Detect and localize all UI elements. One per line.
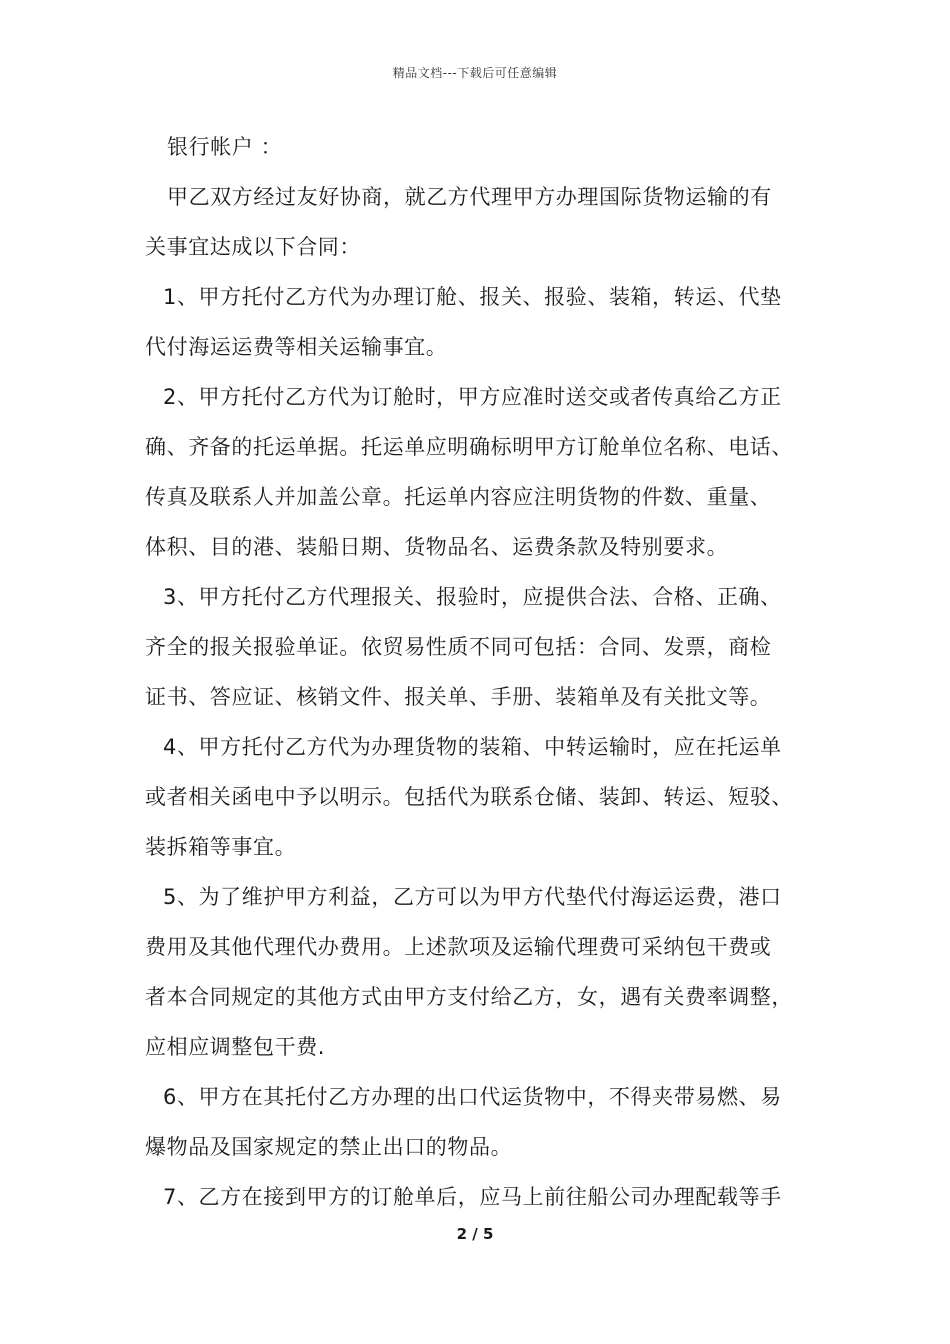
text-line: 甲乙双方经过友好协商，就乙方代理甲方办理国际货物运输的有	[167, 185, 772, 209]
clause-2-line: 体积、目的港、装船日期、货物品名、运费条款及特别要求。	[145, 535, 729, 559]
clause-4-line: 装拆箱等事宜。	[145, 835, 297, 859]
text-line-bank-account: 银行帐户 ：	[167, 135, 283, 159]
clause-5-line: 者本合同规定的其他方式由甲方支付给乙方，女，遇有关费率调整，	[145, 985, 793, 1009]
document-body	[145, 130, 825, 1230]
clause-3-line: 证书、答应证、核销文件、报关单、手册、装箱单及有关批文等。	[145, 685, 772, 709]
clause-1-line: 1、甲方托付乙方代为办理订舱、报关、报验、装箱，转运、代垫	[163, 285, 782, 309]
clause-3-line: 齐全的报关报验单证。依贸易性质不同可包括：合同、发票，商检	[145, 635, 772, 659]
clause-4-line: 4、甲方托付乙方代为办理货物的装箱、中转运输时，应在托运单	[163, 735, 782, 759]
clause-1-line: 代付海运运费等相关运输事宜。	[145, 335, 448, 359]
clause-6-line: 爆物品及国家规定的禁止出口的物品。	[145, 1135, 513, 1159]
clause-6-line: 6、甲方在其托付乙方办理的出口代运货物中，不得夹带易燃、易	[163, 1085, 782, 1109]
clause-2-line: 确、齐备的托运单据。托运单应明确标明甲方订舱单位名称、电话、	[145, 435, 793, 459]
clause-5-line: 5、为了维护甲方利益，乙方可以为甲方代垫代付海运运费，港口	[163, 885, 782, 909]
clause-4-line: 或者相关函电中予以明示。包括代为联系仓储、装卸、转运、短驳、	[145, 785, 793, 809]
clause-5-line: 应相应调整包干费.	[145, 1035, 326, 1059]
text-line: 关事宜达成以下合同：	[145, 235, 361, 259]
clause-5-line: 费用及其他代理代办费用。上述款项及运输代理费可采纳包干费或	[145, 935, 772, 959]
clause-2-line: 2、甲方托付乙方代为订舱时，甲方应准时送交或者传真给乙方正	[163, 385, 782, 409]
clause-7-line: 7、乙方在接到甲方的订舱单后，应马上前往船公司办理配载等手	[163, 1185, 782, 1209]
page-header: 精品文档---下载后可任意编辑	[392, 66, 558, 80]
clause-3-line: 3、甲方托付乙方代理报关、报验时，应提供合法、合格、正确、	[163, 585, 782, 609]
page-number: 2 / 5	[456, 1225, 494, 1243]
clause-2-line: 传真及联系人并加盖公章。托运单内容应注明货物的件数、重量、	[145, 485, 772, 509]
